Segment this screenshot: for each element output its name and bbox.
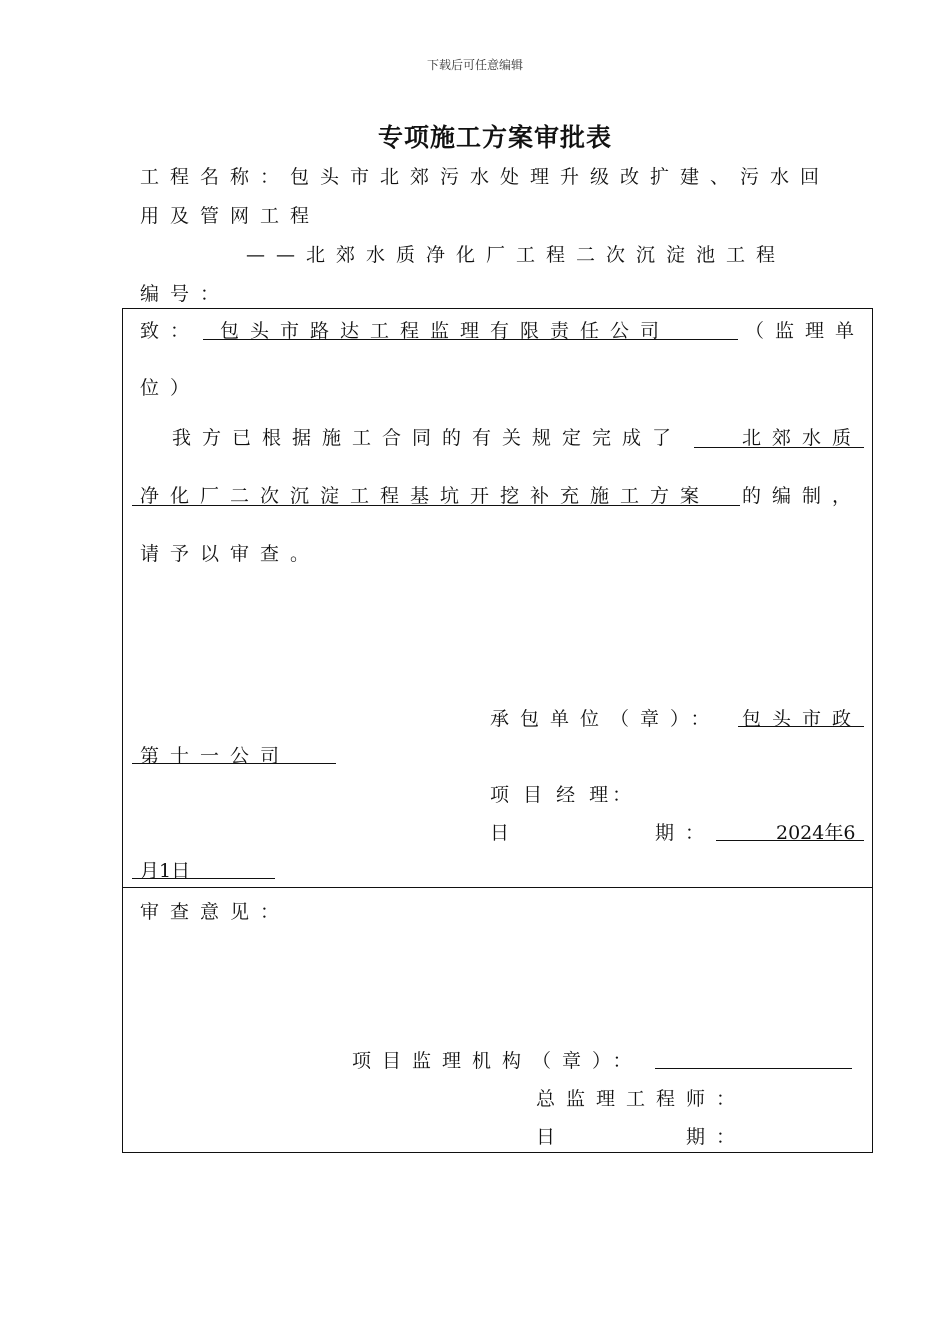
header-note: 下载后可任意编辑 [426, 58, 523, 72]
date-part1: 2024年6 [776, 822, 856, 844]
pm-label: 项 目 经 理： [490, 784, 636, 806]
project-name-line2: 用及管网工程 [140, 205, 321, 227]
review-date-qi: 期： [686, 1126, 747, 1148]
project-sub-name: ——北郊水质净化厂工程二次沉淀池工程 [246, 244, 787, 266]
unit-suffix-2: 位） [140, 377, 201, 399]
date-part2: 月1日 [140, 860, 191, 882]
contractor-part2: 第十一公司 [140, 745, 291, 767]
number-label: 编号： [140, 283, 231, 305]
unit-suffix-1: （监理单 [745, 320, 866, 342]
contractor-part1: 包头市政 [742, 708, 863, 730]
to-value: 包头市路达工程监理有限责任公司 [220, 320, 671, 342]
review-date-ri: 日 [536, 1126, 567, 1148]
project-label: 工程名称： [140, 166, 291, 188]
body-suffix: 的编制， [742, 485, 863, 507]
plan-part2: 净化厂二次沉淀工程基坑开挖补充施工方案 [140, 485, 711, 507]
page-title: 专项施工方案审批表 [377, 123, 612, 152]
org-label: 项目监理机构（章）： [352, 1050, 643, 1072]
project-name-line1 [140, 162, 830, 189]
opinion-label: 审查意见： [140, 901, 291, 923]
request-text: 请予以审查。 [140, 543, 321, 565]
chief-engineer-label: 总监理工程师： [536, 1088, 747, 1110]
project-name-part1: 包头市北郊污水处理升级改扩建、污水回 [290, 166, 831, 188]
org-signature-line [655, 1068, 852, 1069]
date-label-qi: 期： [655, 822, 716, 844]
review-section [122, 886, 873, 1153]
contractor-label: 承包单位（章）： [490, 708, 721, 730]
to-label: 致： [140, 320, 201, 342]
body-prefix: 我方已根据施工合同的有关规定完成了 [172, 427, 683, 449]
plan-part1: 北郊水质 [742, 427, 863, 449]
date-label-ri: 日 [490, 822, 521, 844]
